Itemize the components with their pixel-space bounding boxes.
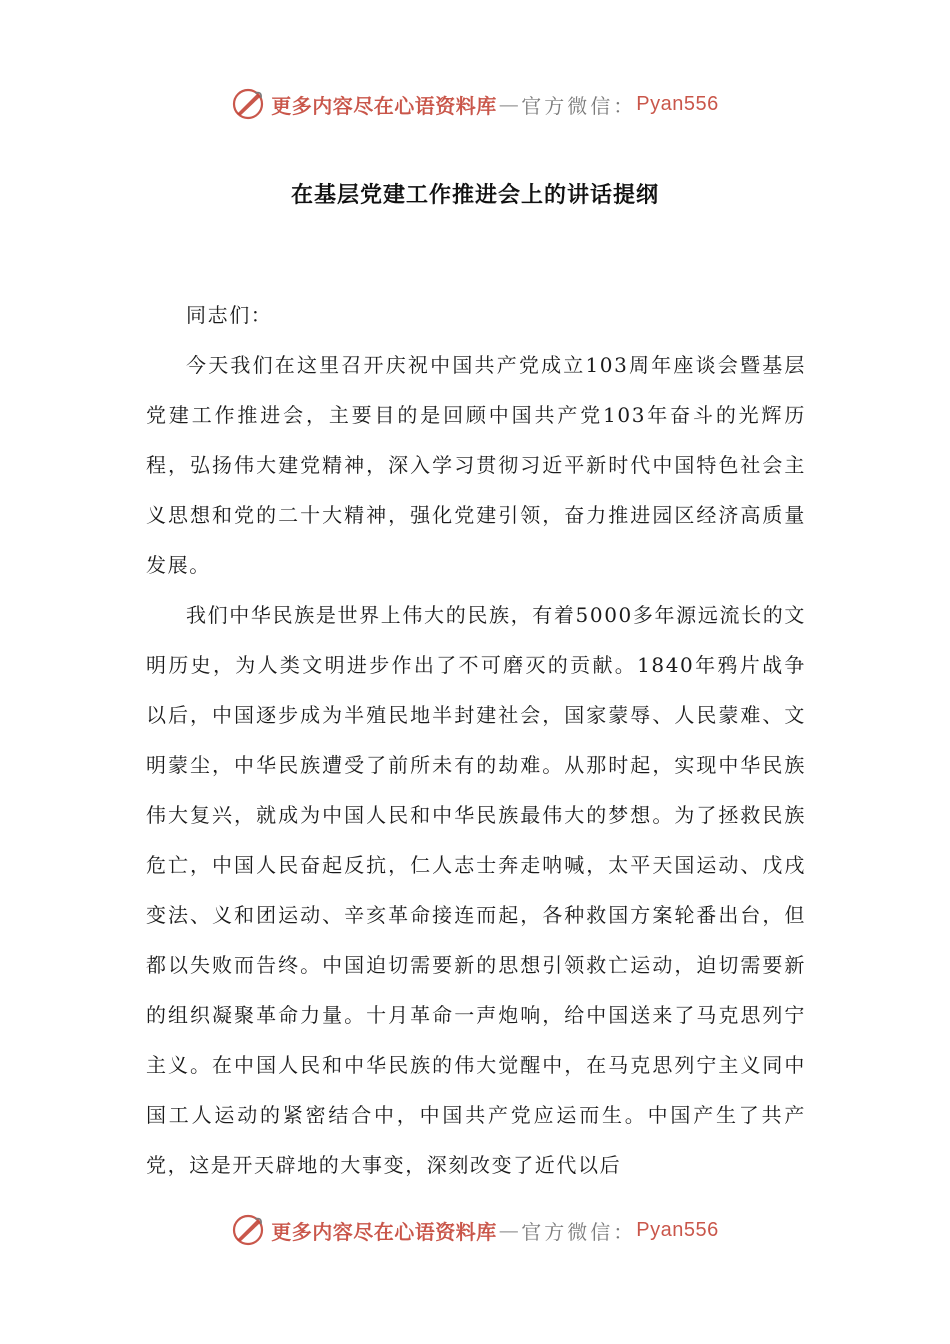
header-watermark-banner [0,84,950,124]
salutation: 同志们： [186,303,273,327]
quill-logo-icon [231,1213,265,1247]
footer-watermark-banner [0,1210,950,1250]
banner-wechat-id: Pyan556 [636,92,719,115]
document-title: 在基层党建工作推进会上的讲话提纲 [290,183,659,208]
banner-separator: — [498,1218,520,1242]
banner-brand-text: 更多内容尽在心语资料库 [271,1219,497,1244]
banner-separator: — [498,92,520,116]
body-paragraph: 今天我们在这里召开庆祝中国共产党成立103周年座谈会暨基层党建工作推进会，主要目的是回顾中国共产党103年奋斗的光辉历程，弘扬伟大建党精神，深入学习贯彻习近平新时代中国特色社会主义思想和党的二十大精神，强化党建引领，奋力推进园区经济高质量发展。 [146,353,806,577]
document-body [146,290,806,1190]
banner-official-label: 官方微信： [521,93,637,118]
banner-wechat-id: Pyan556 [636,1218,719,1241]
body-paragraph: 我们中华民族是世界上伟大的民族，有着5000多年源远流长的文明历史，为人类文明进步作出了不可磨灭的贡献。1840年鸦片战争以后，中国逐步成为半殖民地半封建社会，国家蒙辱、人民蒙难、文明蒙尘，中华民族遭受了前所未有的劫难。从那时起，实现中华民族伟大复兴，就成为中国人民和中华民族最伟大的梦想。为了拯救民族危亡，中国人民奋起反抗，仁人志士奔走呐喊，太平天国运动、戊戌变法、义和团运动、辛亥革命接连而起，各种救国方案轮番出台，但都以失败而告终。中国迫切需要新的思想引领救亡运动，迫切需要新的组织凝聚革命力量。十月革命一声炮响，给中国送来了马克思列宁主义。在中国人民和中华民族的伟大觉醒中，在马克思列宁主义同中国工人运动的紧密结合中，中国共产党应运而生。中国产生了共产党，这是开天辟地的大事变，深刻改变了近代以后 [146,603,806,1177]
banner-brand-text: 更多内容尽在心语资料库 [271,93,497,118]
quill-logo-icon [231,87,265,121]
banner-official-label: 官方微信： [521,1219,637,1244]
